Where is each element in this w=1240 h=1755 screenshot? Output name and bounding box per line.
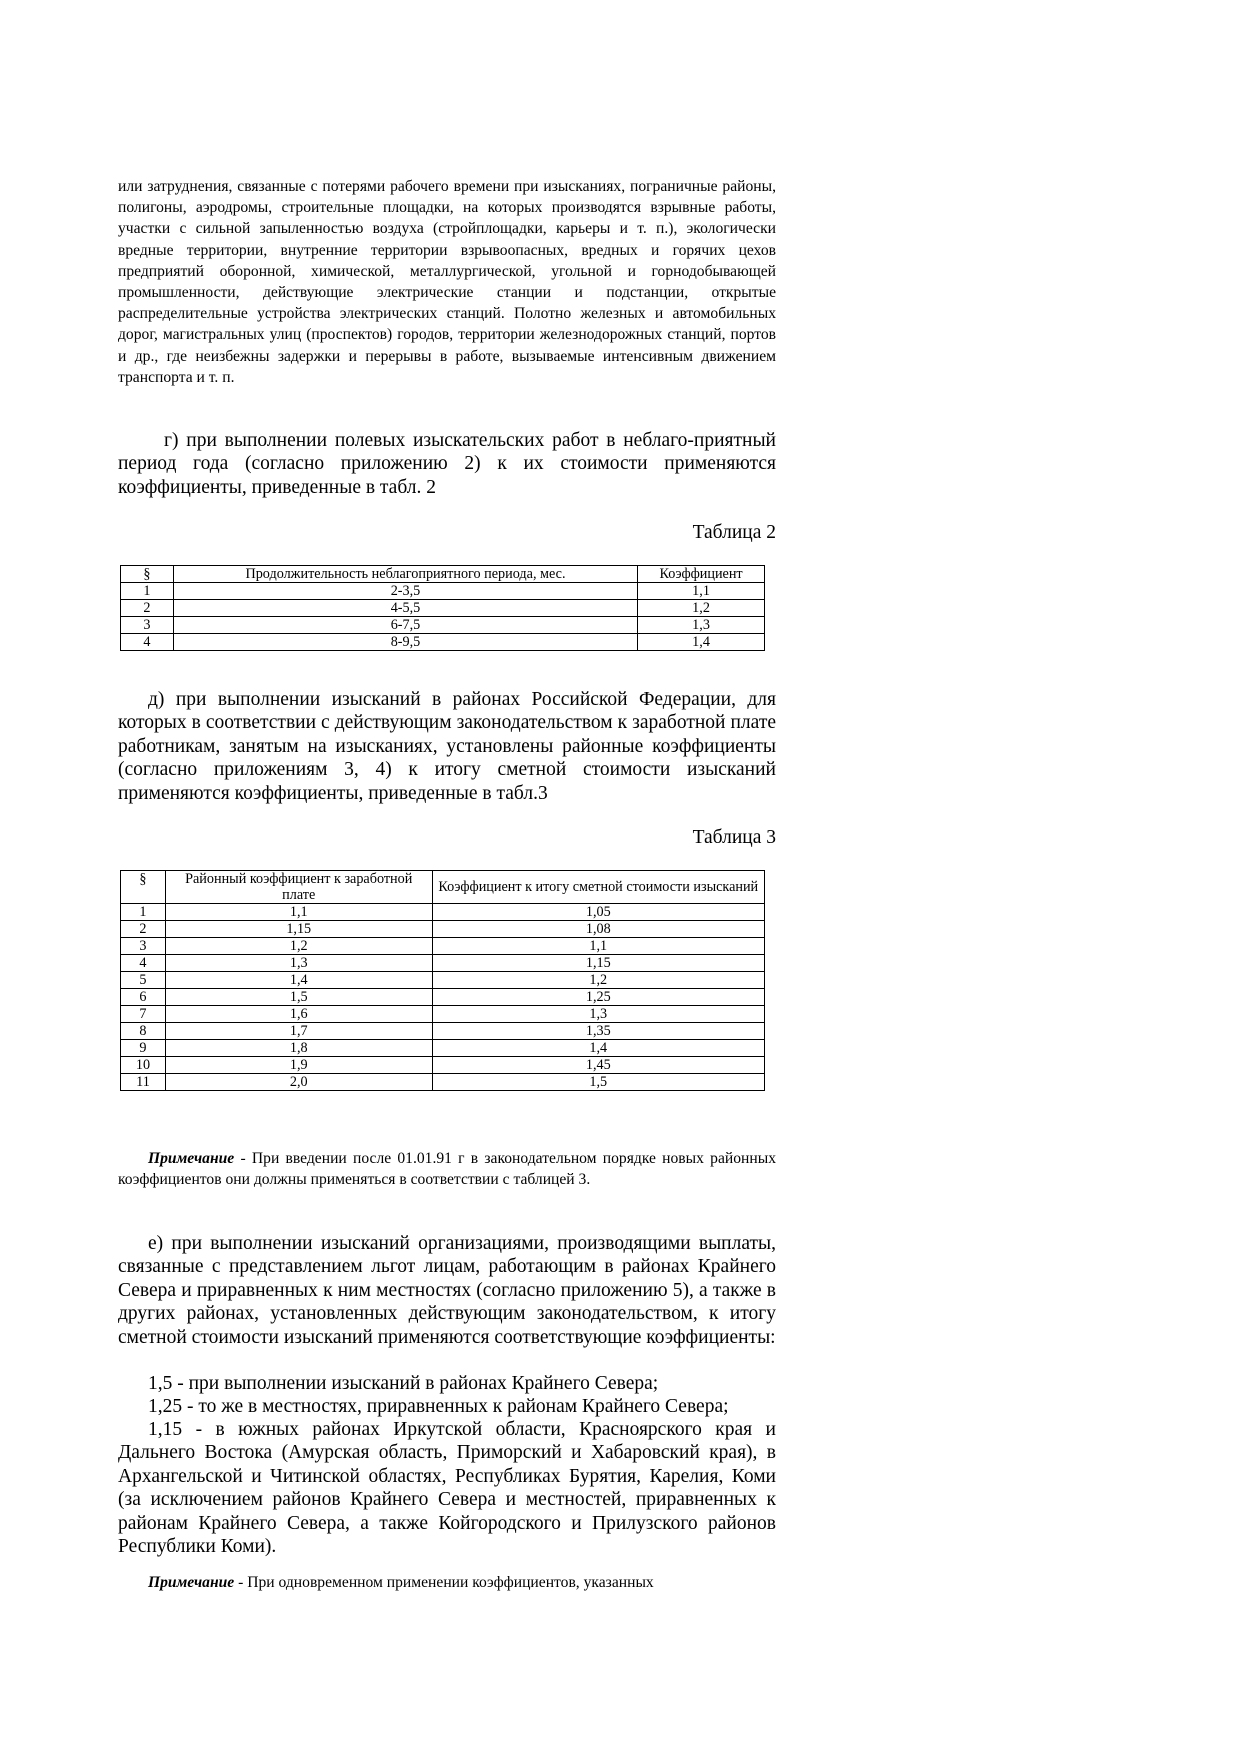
table-row: [121, 1006, 765, 1023]
table-cell: 1,1: [165, 904, 432, 921]
table2-caption: Таблица 2: [692, 522, 776, 543]
note-1: [118, 1148, 776, 1190]
column-header: Продолжительность неблагоприятного периода, мес.: [173, 566, 637, 583]
table-header-row: [121, 566, 765, 583]
table-cell: 5: [121, 972, 166, 989]
table-row: [121, 600, 765, 617]
table-row: [121, 1057, 765, 1074]
paragraph-e: е) при выполнении изысканий организациями, производящими выплаты, связанные с представлением льгот лицам, работающим в районах Крайнего Севера и приравненных к ним местностях (согласно приложению 5), а также в других районах, установленных действующим законодательством, к итогу сметной стоимости изысканий применяются соответствующие коэффициенты:: [118, 1233, 776, 1348]
table-cell: 1,5: [432, 1074, 764, 1091]
table-cell: 2: [121, 600, 174, 617]
table-cell: 1,35: [432, 1023, 764, 1040]
table-cell: 11: [121, 1074, 166, 1091]
table-row: [121, 1023, 765, 1040]
table-cell: 2-3,5: [173, 583, 637, 600]
table-cell: 1,1: [638, 583, 765, 600]
table-cell: 1,7: [165, 1023, 432, 1040]
table-cell: 10: [121, 1057, 166, 1074]
table-cell: 7: [121, 1006, 166, 1023]
table-cell: 4-5,5: [173, 600, 637, 617]
table-cell: 1,05: [432, 904, 764, 921]
table-cell: 1,8: [165, 1040, 432, 1057]
table-cell: 1,2: [165, 938, 432, 955]
note-text: - При введении после 01.01.91 г в законодательном порядке новых районных коэффициентов они должны применяться в соответствии с таблицей 3.: [118, 1150, 776, 1189]
table-cell: 6-7,5: [173, 617, 637, 634]
note-label: Примечание: [148, 1150, 235, 1167]
table-row: [121, 1074, 765, 1091]
table-cell: 1,4: [165, 972, 432, 989]
table-cell: 8-9,5: [173, 634, 637, 651]
table-row: [121, 955, 765, 972]
table-cell: 2: [121, 921, 166, 938]
table-cell: 1,08: [432, 921, 764, 938]
table-row: [121, 972, 765, 989]
coefficient-line: 1,5 - при выполнении изысканий в районах Крайнего Севера;: [148, 1373, 659, 1394]
table-cell: 1: [121, 904, 166, 921]
table-row: [121, 1040, 765, 1057]
coefficient-line: 1,15 - в южных районах Иркутской области, Красноярского края и Дальнего Востока (Амурская область, Приморский и Хабаровский края), в Архангельской и Читинской областях, Республиках Бурятия, Карелия, Коми (за исключением районов Крайнего Севера и местностей, приравненных к районам Крайнего Севера, а также Койгородского и Прилузского районов Республики Коми).: [118, 1419, 776, 1558]
table-cell: 1,6: [165, 1006, 432, 1023]
table-cell: 1,5: [165, 989, 432, 1006]
table-row: [121, 583, 765, 600]
table-cell: 1,3: [165, 955, 432, 972]
table-cell: 2,0: [165, 1074, 432, 1091]
table-cell: 1,4: [638, 634, 765, 651]
table-cell: 1,1: [432, 938, 764, 955]
paragraph-g: г) при выполнении полевых изыскательских работ в неблаго-приятный период года (согласно приложению 2) к их стоимости применяются коэффициенты, приведенные в табл. 2: [118, 430, 776, 498]
table-cell: 1,9: [165, 1057, 432, 1074]
table-cell: 9: [121, 1040, 166, 1057]
table-row: [121, 989, 765, 1006]
intro-paragraph: или затруднения, связанные с потерями рабочего времени при изысканиях, пограничные районы, полигоны, аэродромы, строительные площадки, на которых производятся взрывные работы, участки с сильной запыленностью воздуха (стройплощадки, карьеры и т. п.), экологически вредные территории, внутренние территории взрывоопасных, вредных и горячих цехов предприятий оборонной, химической, металлургической, угольной и горнодобывающей промышленности, действующие электрические станции и подстанции, открытые распределительные устройства электрических станций. Полотно железных и автомобильных дорог, магистральных улиц (проспектов) городов, территории железнодорожных станций, портов и др., где неизбежны задержки и перерывы в работе, вызываемые интенсивным движением транспорта и т. п.: [118, 178, 776, 386]
table-cell: 4: [121, 634, 174, 651]
table-cell: 1,2: [432, 972, 764, 989]
table-cell: 3: [121, 617, 174, 634]
table-row: [121, 938, 765, 955]
note-label: Примечание: [148, 1574, 235, 1591]
column-header: §: [121, 871, 166, 904]
table-row: [121, 617, 765, 634]
column-header: Коэффициент к итогу сметной стоимости изысканий: [432, 871, 764, 904]
note-text: - При одновременном применении коэффициентов, указанных: [234, 1574, 654, 1591]
table-cell: 1,2: [638, 600, 765, 617]
table-cell: 1,45: [432, 1057, 764, 1074]
table-cell: 4: [121, 955, 166, 972]
table-3: [120, 870, 765, 1091]
coefficient-line: 1,25 - то же в местностях, приравненных к районам Крайнего Севера;: [148, 1396, 729, 1417]
table-2: [120, 565, 765, 651]
table-cell: 1,15: [432, 955, 764, 972]
table-cell: 1,3: [432, 1006, 764, 1023]
column-header: Коэффициент: [638, 566, 765, 583]
table-header-row: [121, 871, 765, 904]
column-header: §: [121, 566, 174, 583]
table-cell: 3: [121, 938, 166, 955]
table-row: [121, 921, 765, 938]
table-cell: 6: [121, 989, 166, 1006]
table3-caption: Таблица 3: [692, 827, 776, 848]
paragraph-d: д) при выполнении изысканий в районах Российской Федерации, для которых в соответствии с действующим законодательством к заработной плате работникам, занятым на изысканиях, установлены районные коэффициенты (согласно приложениям 3, 4) к итогу сметной стоимости изысканий применяются коэффициенты, приведенные в табл.3: [118, 689, 776, 804]
note-2: [118, 1572, 776, 1593]
table-cell: 1,15: [165, 921, 432, 938]
table-row: [121, 904, 765, 921]
table-cell: 1,25: [432, 989, 764, 1006]
table-cell: 1: [121, 583, 174, 600]
table-cell: 1,3: [638, 617, 765, 634]
table-cell: 8: [121, 1023, 166, 1040]
table-cell: 1,4: [432, 1040, 764, 1057]
column-header: Районный коэффициент к заработной плате: [165, 871, 432, 904]
table-row: [121, 634, 765, 651]
